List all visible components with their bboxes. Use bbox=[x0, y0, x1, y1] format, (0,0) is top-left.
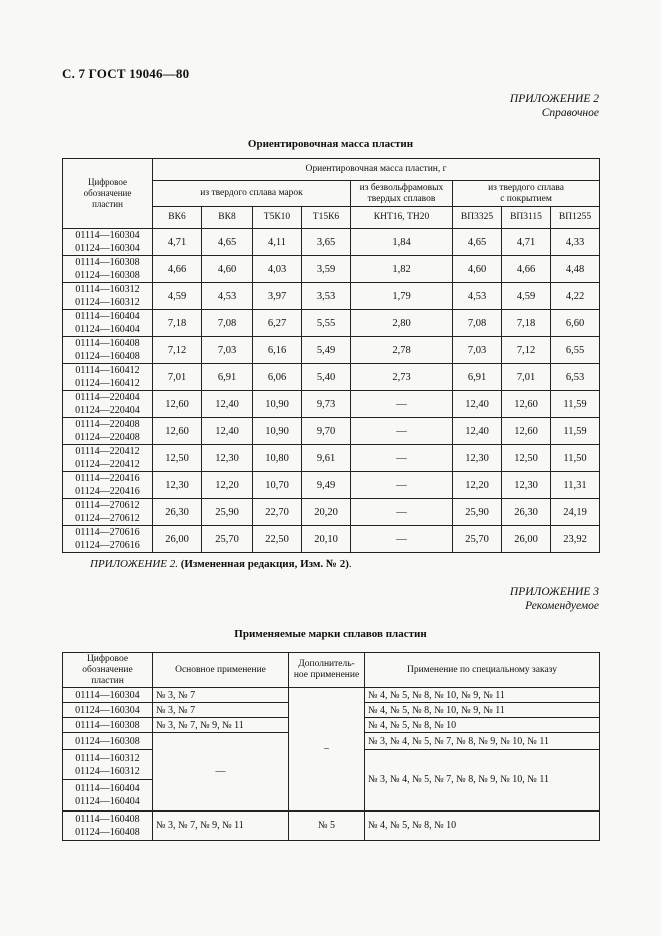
t2-main: № 3, № 7, № 9, № 11 bbox=[153, 811, 289, 841]
mass-cell: 25,70 bbox=[202, 526, 253, 553]
mass-cell: 26,00 bbox=[502, 526, 551, 553]
mass-cell: — bbox=[351, 418, 453, 445]
table-row bbox=[63, 472, 600, 499]
table-1-title: Ориентировочная масса пластин bbox=[247, 138, 414, 150]
t2-header-designation: Цифровое обозначение пластин bbox=[63, 653, 153, 688]
designation-cell: 01114—160408 01124—160408 bbox=[63, 337, 153, 364]
mass-cell: 11,50 bbox=[551, 445, 600, 472]
grade-header: ВП3325 bbox=[453, 207, 502, 229]
header-designation: Цифровое обозначение пластин bbox=[63, 159, 153, 229]
mass-cell: — bbox=[351, 499, 453, 526]
t2-header-main: Основное применение bbox=[153, 653, 289, 688]
mass-cell: 4,59 bbox=[153, 283, 202, 310]
mass-cell: 12,30 bbox=[153, 472, 202, 499]
t2-code: 01114—160408 01124—160408 bbox=[63, 811, 153, 841]
mass-cell: 3,53 bbox=[302, 283, 351, 310]
mass-cell: 4,65 bbox=[453, 229, 502, 256]
mass-cell: 25,90 bbox=[453, 499, 502, 526]
table-row bbox=[63, 364, 600, 391]
mass-cell: 12,40 bbox=[453, 418, 502, 445]
mass-cell: 12,60 bbox=[153, 391, 202, 418]
mass-cell: 12,50 bbox=[502, 445, 551, 472]
mass-cell: 11,31 bbox=[551, 472, 600, 499]
designation-cell: 01114—220404 01124—220404 bbox=[63, 391, 153, 418]
mass-cell: 4,65 bbox=[202, 229, 253, 256]
mass-cell: 26,00 bbox=[153, 526, 202, 553]
mass-cell: 26,30 bbox=[153, 499, 202, 526]
t2-code: 01114—160312 01124—160312 bbox=[63, 750, 153, 780]
mass-cell: 5,40 bbox=[302, 364, 351, 391]
mass-cell: 4,22 bbox=[551, 283, 600, 310]
mass-cell: 20,20 bbox=[302, 499, 351, 526]
mass-cell: 9,70 bbox=[302, 418, 351, 445]
mass-cell: 7,12 bbox=[153, 337, 202, 364]
t2-main: № 3, № 7 bbox=[153, 703, 289, 718]
mass-cell: 4,71 bbox=[153, 229, 202, 256]
t2-code: 01114—160404 01124—160404 bbox=[63, 780, 153, 811]
t2-special: № 4, № 5, № 8, № 10, № 9, № 11 bbox=[365, 703, 600, 718]
t2-special: № 4, № 5, № 8, № 10, № 9, № 11 bbox=[365, 688, 600, 703]
appendix-3-subtitle: Рекомендуемое bbox=[525, 600, 599, 612]
header-coated: из твердого сплава с покрытием bbox=[453, 181, 600, 207]
table-row bbox=[63, 310, 600, 337]
mass-cell: 7,03 bbox=[202, 337, 253, 364]
mass-cell: 6,91 bbox=[453, 364, 502, 391]
mass-cell: 4,53 bbox=[202, 283, 253, 310]
grade-header: КНТ16, ТН20 bbox=[351, 207, 453, 229]
designation-cell: 01114—270612 01124—270612 bbox=[63, 499, 153, 526]
mass-cell: 26,30 bbox=[502, 499, 551, 526]
mass-cell: 6,16 bbox=[253, 337, 302, 364]
mass-cell: 11,59 bbox=[551, 391, 600, 418]
t2-header-special: Применение по специальному заказу bbox=[365, 653, 600, 688]
mass-cell: 4,59 bbox=[502, 283, 551, 310]
table-row bbox=[63, 391, 600, 418]
table-row bbox=[63, 811, 600, 841]
mass-cell: 24,19 bbox=[551, 499, 600, 526]
mass-cell: 9,73 bbox=[302, 391, 351, 418]
mass-cell: 2,80 bbox=[351, 310, 453, 337]
appendix-2-subtitle: Справочное bbox=[541, 107, 599, 119]
mass-cell: 4,66 bbox=[153, 256, 202, 283]
designation-cell: 01114—160308 01124—160308 bbox=[63, 256, 153, 283]
t2-main-dash: — bbox=[153, 733, 289, 811]
t2-code: 01114—160308 bbox=[63, 718, 153, 733]
mass-table bbox=[62, 158, 600, 553]
amendment-note: ПРИЛОЖЕНИЕ 2. (Измененная редакция, Изм. № 2). bbox=[90, 558, 352, 570]
mass-cell: 22,50 bbox=[253, 526, 302, 553]
appendix-3-label bbox=[510, 585, 599, 613]
grade-header: ВП1255 bbox=[551, 207, 600, 229]
mass-cell: 6,55 bbox=[551, 337, 600, 364]
mass-cell: 5,49 bbox=[302, 337, 351, 364]
appendix-2-label bbox=[510, 92, 599, 120]
mass-cell: 2,78 bbox=[351, 337, 453, 364]
grade-header: ВК6 bbox=[153, 207, 202, 229]
mass-cell: 7,08 bbox=[453, 310, 502, 337]
mass-cell: 25,70 bbox=[453, 526, 502, 553]
mass-cell: 6,06 bbox=[253, 364, 302, 391]
mass-cell: 12,40 bbox=[453, 391, 502, 418]
mass-cell: 5,55 bbox=[302, 310, 351, 337]
mass-cell: 6,53 bbox=[551, 364, 600, 391]
mass-cell: 1,79 bbox=[351, 283, 453, 310]
table-row bbox=[63, 526, 600, 553]
mass-cell: 12,50 bbox=[153, 445, 202, 472]
appendix-2-title: ПРИЛОЖЕНИЕ 2 bbox=[509, 93, 599, 105]
mass-cell: 23,92 bbox=[551, 526, 600, 553]
mass-cell: 3,97 bbox=[253, 283, 302, 310]
t2-additional-dash: – bbox=[289, 688, 365, 811]
t2-special: № 4, № 5, № 8, № 10 bbox=[365, 811, 600, 841]
mass-cell: 4,71 bbox=[502, 229, 551, 256]
mass-cell: 3,65 bbox=[302, 229, 351, 256]
mass-cell: — bbox=[351, 472, 453, 499]
designation-cell: 01114—220416 01124—220416 bbox=[63, 472, 153, 499]
mass-cell: 12,60 bbox=[502, 418, 551, 445]
mass-cell: 7,12 bbox=[502, 337, 551, 364]
mass-cell: 7,01 bbox=[502, 364, 551, 391]
mass-cell: — bbox=[351, 391, 453, 418]
mass-cell: 4,03 bbox=[253, 256, 302, 283]
table-row bbox=[63, 283, 600, 310]
designation-cell: 01114—220408 01124—220408 bbox=[63, 418, 153, 445]
t2-main: № 3, № 7, № 9, № 11 bbox=[153, 718, 289, 733]
mass-cell: 12,40 bbox=[202, 391, 253, 418]
header-tungsten-free: из безвольфрамовых твердых сплавов bbox=[351, 181, 453, 207]
designation-cell: 01114—220412 01124—220412 bbox=[63, 445, 153, 472]
mass-cell: 12,40 bbox=[202, 418, 253, 445]
mass-cell: 7,08 bbox=[202, 310, 253, 337]
mass-cell: 4,11 bbox=[253, 229, 302, 256]
designation-cell: 01114—270616 01124—270616 bbox=[63, 526, 153, 553]
t2-special: № 3, № 4, № 5, № 7, № 8, № 9, № 10, № 11 bbox=[365, 750, 600, 811]
mass-cell: 6,91 bbox=[202, 364, 253, 391]
mass-cell: 12,30 bbox=[502, 472, 551, 499]
grade-header: Т15К6 bbox=[302, 207, 351, 229]
mass-cell: 9,49 bbox=[302, 472, 351, 499]
designation-cell: 01114—160312 01124—160312 bbox=[63, 283, 153, 310]
designation-cell: 01114—160412 01124—160412 bbox=[63, 364, 153, 391]
header-mass: Ориентировочная масса пластин, г bbox=[153, 159, 600, 181]
mass-cell: 10,90 bbox=[253, 418, 302, 445]
mass-cell: 12,20 bbox=[453, 472, 502, 499]
mass-cell: 7,18 bbox=[153, 310, 202, 337]
t2-header-additional: Дополнитель- ное применение bbox=[289, 653, 365, 688]
mass-cell: 4,60 bbox=[202, 256, 253, 283]
mass-cell: 10,90 bbox=[253, 391, 302, 418]
t2-code: 01114—160304 bbox=[63, 688, 153, 703]
mass-cell: 12,30 bbox=[202, 445, 253, 472]
t2-special: № 4, № 5, № 8, № 10 bbox=[365, 718, 600, 733]
table-row bbox=[63, 499, 600, 526]
mass-cell: 10,80 bbox=[253, 445, 302, 472]
mass-cell: 9,61 bbox=[302, 445, 351, 472]
grade-header: ВК8 bbox=[202, 207, 253, 229]
mass-cell: 1,82 bbox=[351, 256, 453, 283]
mass-cell: 1,84 bbox=[351, 229, 453, 256]
mass-cell: 10,70 bbox=[253, 472, 302, 499]
alloy-grades-table bbox=[62, 652, 600, 841]
t2-code: 01124—160308 bbox=[63, 733, 153, 750]
t2-additional: № 5 bbox=[289, 811, 365, 841]
t2-special: № 3, № 4, № 5, № 7, № 8, № 9, № 10, № 11 bbox=[365, 733, 600, 750]
mass-cell: 3,59 bbox=[302, 256, 351, 283]
grade-header: Т5К10 bbox=[253, 207, 302, 229]
designation-cell: 01114—160304 01124—160304 bbox=[63, 229, 153, 256]
mass-cell: 4,53 bbox=[453, 283, 502, 310]
table-row bbox=[63, 337, 600, 364]
mass-cell: — bbox=[351, 526, 453, 553]
table-row bbox=[63, 256, 600, 283]
mass-cell: 2,73 bbox=[351, 364, 453, 391]
mass-cell: 7,18 bbox=[502, 310, 551, 337]
mass-cell: 6,27 bbox=[253, 310, 302, 337]
t2-main: № 3, № 7 bbox=[153, 688, 289, 703]
mass-cell: 12,30 bbox=[453, 445, 502, 472]
mass-cell: 25,90 bbox=[202, 499, 253, 526]
mass-cell: 12,60 bbox=[502, 391, 551, 418]
mass-cell: 22,70 bbox=[253, 499, 302, 526]
mass-cell: 12,20 bbox=[202, 472, 253, 499]
table-2-title: Применяемые марки сплавов пластин bbox=[234, 628, 427, 640]
appendix-3-title: ПРИЛОЖЕНИЕ 3 bbox=[509, 586, 599, 598]
mass-cell: 4,48 bbox=[551, 256, 600, 283]
mass-cell: 12,60 bbox=[153, 418, 202, 445]
mass-cell: 20,10 bbox=[302, 526, 351, 553]
table-row bbox=[63, 445, 600, 472]
t2-code: 01124—160304 bbox=[63, 703, 153, 718]
mass-cell: 4,33 bbox=[551, 229, 600, 256]
mass-cell: 6,60 bbox=[551, 310, 600, 337]
mass-cell: 7,03 bbox=[453, 337, 502, 364]
table-row bbox=[63, 688, 600, 703]
mass-cell: — bbox=[351, 445, 453, 472]
mass-cell: 7,01 bbox=[153, 364, 202, 391]
mass-cell: 4,60 bbox=[453, 256, 502, 283]
page-header: С. 7 ГОСТ 19046—80 bbox=[62, 66, 190, 81]
grade-header: ВП3115 bbox=[502, 207, 551, 229]
mass-cell: 11,59 bbox=[551, 418, 600, 445]
mass-cell: 4,66 bbox=[502, 256, 551, 283]
designation-cell: 01114—160404 01124—160404 bbox=[63, 310, 153, 337]
header-hard-alloy: из твердого сплава марок bbox=[153, 181, 351, 207]
table-row bbox=[63, 418, 600, 445]
table-row bbox=[63, 229, 600, 256]
